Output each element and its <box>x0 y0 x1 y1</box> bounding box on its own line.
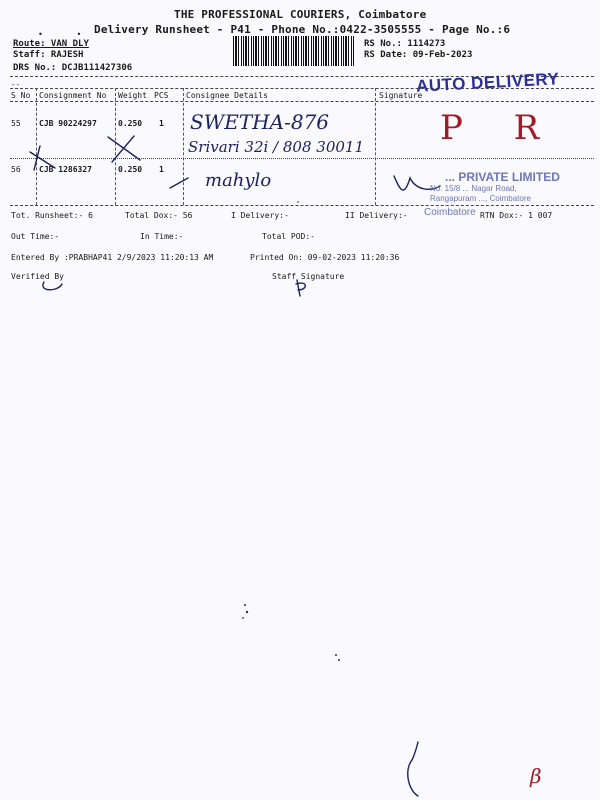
row-weight: 0.250 <box>118 119 143 128</box>
runsheet-title: Delivery Runsheet - P41 - Phone No.:0422-3505555 - Page No.:6 <box>94 23 511 36</box>
route-label: Route: VAN DLY <box>13 39 89 49</box>
handwritten-consignee-row2: mahylo <box>205 170 272 191</box>
row-consignment: CJB 1286327 <box>39 165 92 174</box>
ii-delivery: II Delivery:- <box>345 211 408 220</box>
company-stamp-address2: Rangapuram ..., Coimbatore <box>430 194 531 203</box>
row-consignment: CJB 90224297 <box>39 119 97 128</box>
strike-mark <box>30 152 55 168</box>
check-mark <box>112 136 134 162</box>
total-pod: Total POD:- <box>262 232 315 241</box>
company-stamp-address1: No. 15/8 ... Nagar Road, <box>430 184 517 193</box>
header-signature: Signature <box>379 91 423 100</box>
drs-number: DRS No.: DCJB111427306 <box>13 63 133 73</box>
printed-on: Printed On: 09-02-2023 11:20:36 <box>250 253 400 262</box>
handwritten-consignee-name: SWETHA-876 <box>190 110 330 134</box>
corner-mark: • • <box>38 30 82 39</box>
row-weight: 0.250 <box>118 165 143 174</box>
handwritten-signature-row1: P R <box>440 108 560 148</box>
i-delivery: I Delivery:- <box>231 211 289 220</box>
company-name: THE PROFESSIONAL COURIERS, Coimbatore <box>174 8 427 21</box>
row-pcs: 1 <box>159 119 164 128</box>
staff-signature-label: Staff Signature <box>272 272 345 281</box>
in-time: In Time:- <box>140 232 184 241</box>
row-sno: 56 <box>11 165 21 174</box>
header-sno: S No <box>11 91 31 100</box>
handwritten-consignee-address: Srivari 32i / 808 30011 <box>188 138 364 156</box>
row-pcs: 1 <box>159 165 164 174</box>
staff-label: Staff: RAJESH <box>13 50 84 60</box>
speckles <box>242 201 340 661</box>
row-sno: 55 <box>11 119 21 128</box>
pen-stroke <box>170 178 188 188</box>
auto-delivery-stamp: AUTO DELIVERY <box>415 69 560 96</box>
total-dox: Total Dox:- 56 <box>125 211 193 220</box>
staff-signature <box>296 280 305 296</box>
header-consignee: Consignee Details <box>186 91 268 100</box>
margin-stroke <box>412 742 418 760</box>
dash-mark: -- <box>11 80 21 89</box>
header-weight: Weight <box>118 91 147 100</box>
rtn-dox: RTN Dox:- 1 007 <box>480 211 553 220</box>
verified-signature <box>43 282 62 290</box>
rs-date: RS Date: 09-Feb-2023 <box>364 50 473 60</box>
company-stamp-name: ... PRIVATE LIMITED <box>445 170 560 184</box>
entered-by: Entered By :PRABHAP41 2/9/2023 11:20:13 AM <box>11 253 214 262</box>
header-consignment: Consignment No <box>39 91 107 100</box>
corner-initial: β <box>530 764 542 788</box>
verified-by-label: Verified By <box>11 272 64 281</box>
margin-stroke <box>408 760 418 796</box>
tot-runsheet: Tot. Runsheet:- 6 <box>11 211 93 220</box>
out-time: Out Time:- <box>11 232 60 241</box>
header-pcs: PCS <box>154 91 169 100</box>
rs-number: RS No.: 1114273 <box>364 39 446 49</box>
company-stamp-city: Coimbatore <box>424 207 476 218</box>
